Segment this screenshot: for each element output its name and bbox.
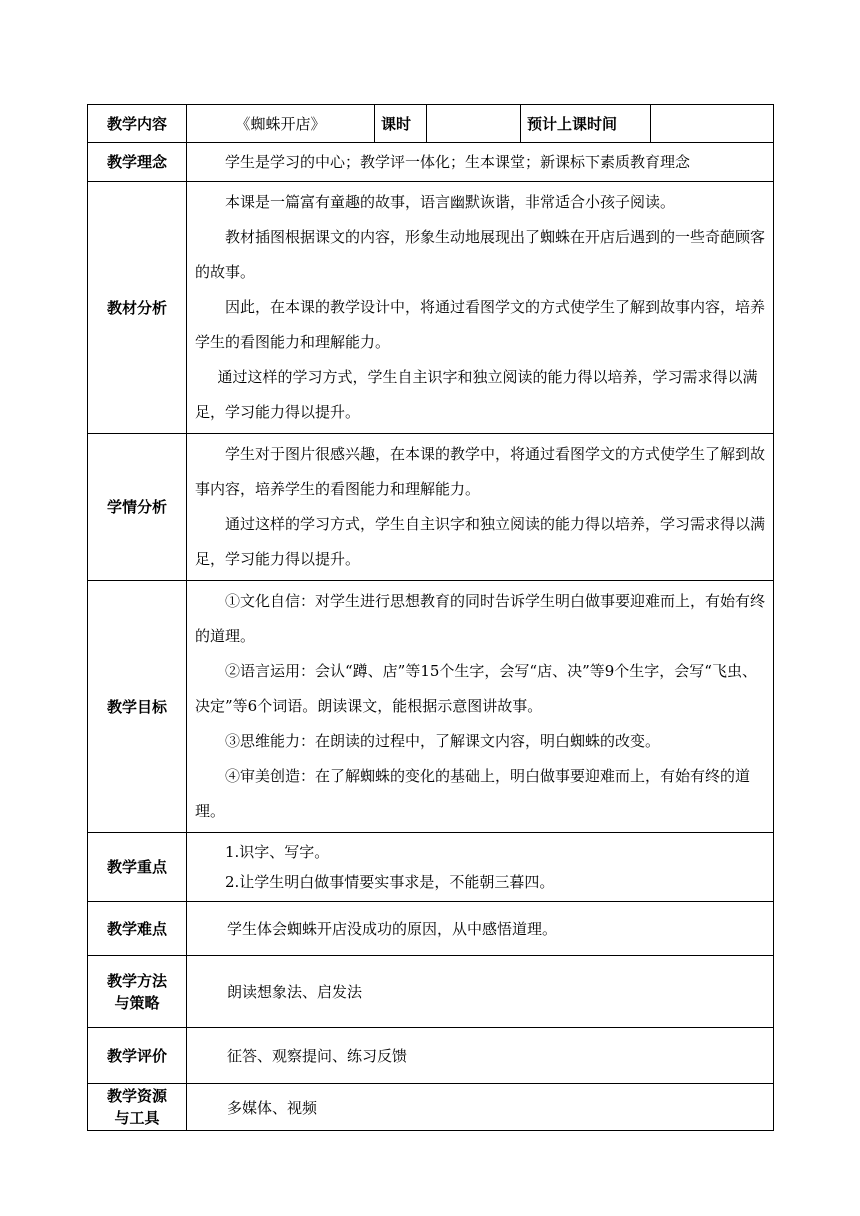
evaluation-label: 教学评价 (88, 1028, 187, 1084)
row-teaching-goals (88, 581, 774, 833)
student-paragraph: 学生对于图片很感兴趣，在本课的教学中，将通过看图学文的方式使学生了解到故事内容，培养学生的看图能力和理解能力。 (195, 445, 766, 498)
planned-time-value (651, 105, 774, 143)
material-paragraph: 本课是一篇富有童趣的故事，语言幽默诙谐，非常适合小孩子阅读。 (225, 193, 676, 211)
goal-paragraph: ③思维能力：在朗读的过程中，了解课文内容，明白蜘蛛的改变。 (225, 732, 661, 750)
methods-label-line2: 与策略 (114, 993, 160, 1012)
difficulties-label: 教学难点 (88, 902, 187, 956)
resources-label (88, 1084, 187, 1131)
key-points-text (187, 833, 774, 902)
difficulties-text: 学生体会蜘蛛开店没成功的原因，从中感悟道理。 (187, 902, 774, 956)
student-analysis-text (187, 434, 774, 581)
row-resources (88, 1084, 774, 1131)
material-analysis-label: 教材分析 (88, 182, 187, 434)
philosophy-paragraph: 学生是学习的中心；教学评一体化；生本课堂；新课标下素质教育理念 (225, 153, 691, 171)
resources-text: 多媒体、视频 (187, 1084, 774, 1131)
planned-time-label: 预计上课时间 (521, 105, 651, 143)
methods-text: 朗读想象法、启发法 (187, 956, 774, 1028)
resources-label-line1: 教学资源 (106, 1087, 167, 1105)
row-evaluation (88, 1028, 774, 1084)
row-material-analysis (88, 182, 774, 434)
evaluation-text: 征答、观察提问、练习反馈 (187, 1028, 774, 1084)
row-difficulties (88, 902, 774, 956)
row-methods (88, 956, 774, 1028)
material-paragraph: 教材插图根据课文的内容，形象生动地展现出了蜘蛛在开店后遇到的一些奇葩顾客的故事。 (195, 228, 766, 281)
philosophy-label: 教学理念 (88, 143, 187, 182)
student-paragraph: 通过这样的学习方式，学生自主识字和独立阅读的能力得以培养，学习需求得以满足，学习能力得以提升。 (195, 515, 766, 568)
teaching-goals-text (187, 581, 774, 833)
goal-paragraph: ④审美创造：在了解蜘蛛的变化的基础上，明白做事要迎难而上，有始有终的道理。 (195, 767, 751, 820)
material-paragraph: 因此，在本课的教学设计中，将通过看图学文的方式使学生了解到故事内容，培养学生的看图能力和理解能力。 (195, 298, 766, 351)
row-teaching-content (88, 105, 774, 143)
goal-paragraph: ②语言运用：会认“蹲、店”等15个生字，会写“店、决”等9个生字，会写“飞虫、决定”等6个词语。朗读课文，能根据示意图讲故事。 (195, 662, 757, 715)
methods-label (88, 956, 187, 1028)
student-analysis-label: 学情分析 (88, 434, 187, 581)
teaching-goals-label: 教学目标 (88, 581, 187, 833)
material-paragraph: 通过这样的学习方式，学生自主识字和独立阅读的能力得以培养，学习需求得以满足，学习能力得以提升。 (195, 368, 758, 421)
lesson-plan-table (87, 104, 774, 1131)
philosophy-text (187, 143, 774, 182)
lesson-title: 《蜘蛛开店》 (187, 105, 375, 143)
class-hours-label: 课时 (375, 105, 427, 143)
teaching-content-label: 教学内容 (88, 105, 187, 143)
material-analysis-text (187, 182, 774, 434)
key-point-item: 1.识字、写字。 (225, 843, 330, 861)
row-philosophy (88, 143, 774, 182)
key-point-item: 2.让学生明白做事情要实事求是，不能朝三暮四。 (225, 873, 555, 891)
resources-label-line2: 与工具 (114, 1109, 160, 1127)
key-points-label: 教学重点 (88, 833, 187, 902)
methods-label-line1: 教学方法 (106, 971, 167, 990)
goal-paragraph: ①文化自信：对学生进行思想教育的同时告诉学生明白做事要迎难而上，有始有终的道理。 (195, 592, 766, 645)
row-key-points (88, 833, 774, 902)
class-hours-value (427, 105, 521, 143)
row-student-analysis (88, 434, 774, 581)
